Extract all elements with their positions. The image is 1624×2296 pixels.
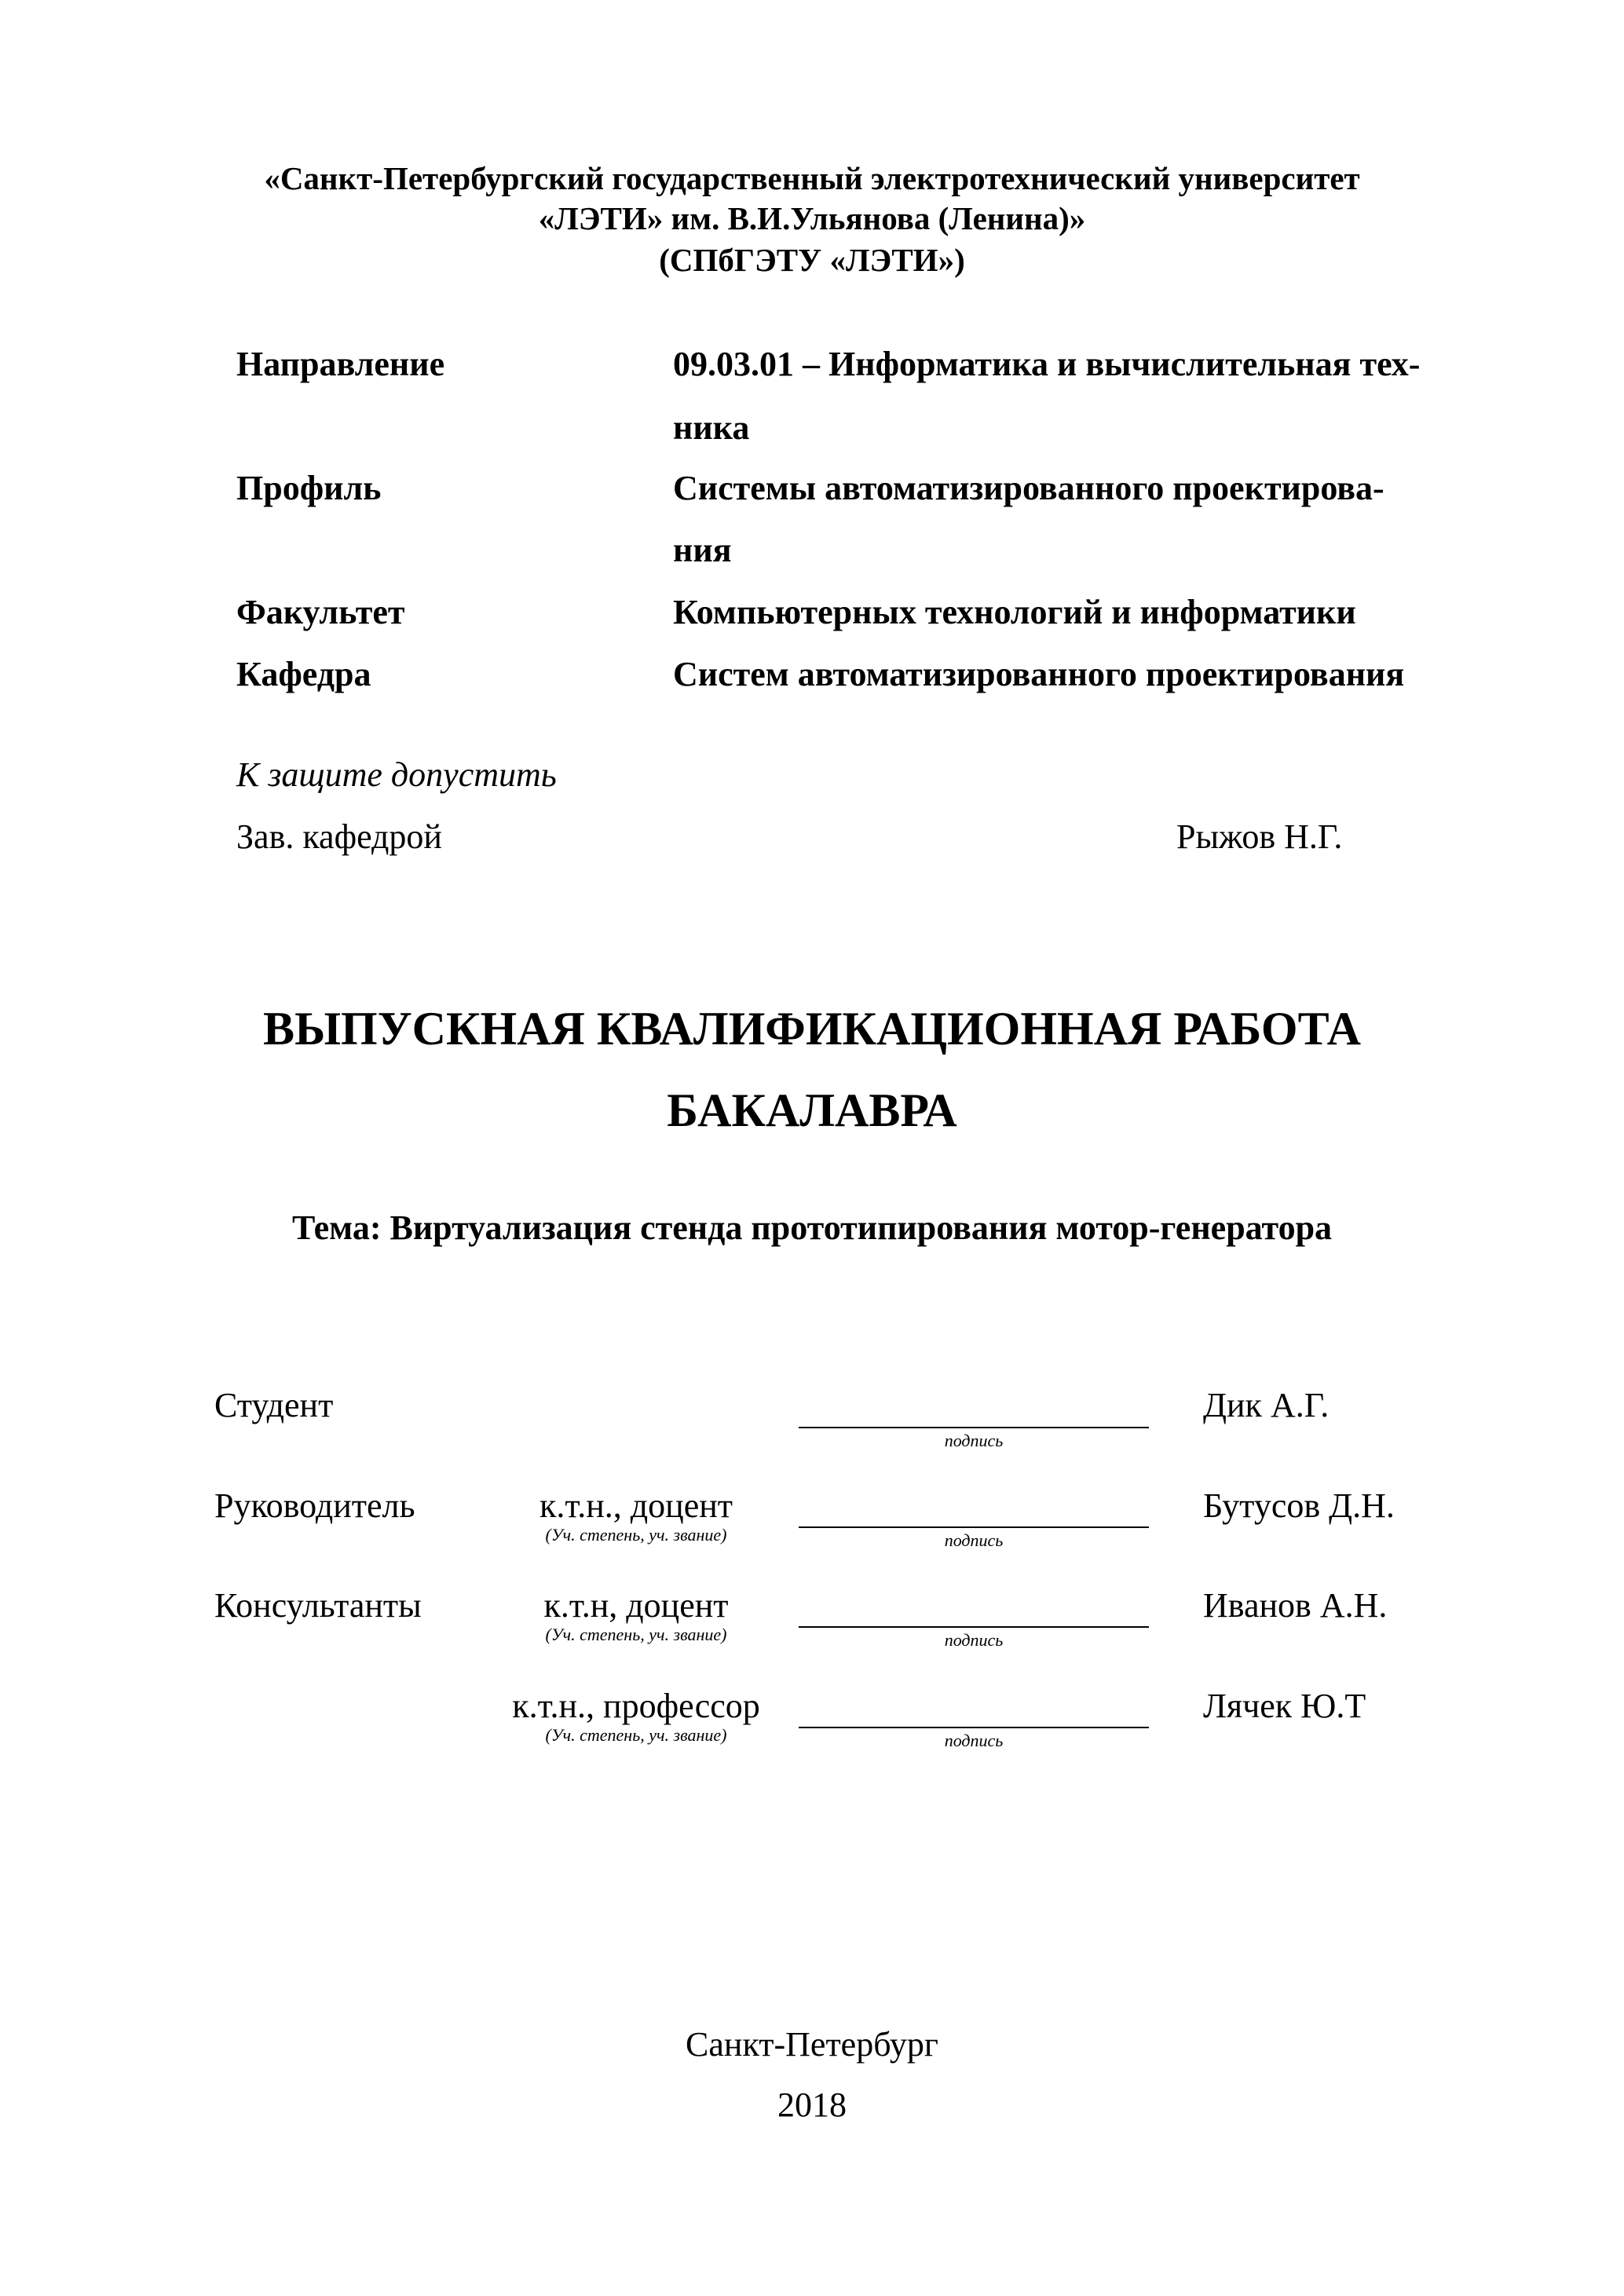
approval-note: К защите допустить	[236, 755, 557, 794]
title-line2: БАКАЛАВРА	[667, 1084, 957, 1136]
signature-hint: подпись	[944, 1431, 1004, 1450]
university-name-line2: «ЛЭТИ» им. В.И.Ульянова (Ленина)»	[538, 200, 1086, 236]
signature-degree: к.т.н., профессор	[512, 1687, 760, 1725]
signature-hint: подпись	[944, 1731, 1004, 1750]
university-abbreviation: (СПбГЭТУ «ЛЭТИ»)	[659, 242, 965, 278]
signature-name: Лячек Ю.Т	[1203, 1687, 1366, 1725]
signature-degree: к.т.н., доцент	[539, 1486, 733, 1525]
info-label-direction: Направление	[236, 345, 445, 383]
signature-role: Руководитель	[214, 1486, 415, 1525]
university-name-line1: «Санкт-Петербургский государственный электротехнический университет	[264, 160, 1360, 196]
thesis-topic: Тема: Виртуализация стенда прототипирования мотор-генератора	[291, 1208, 1333, 1247]
signature-hint: подпись	[944, 1630, 1004, 1650]
info-label-department: Кафедра	[236, 655, 371, 693]
title-line1: ВЫПУСКНАЯ КВАЛИФИКАЦИОННАЯ РАБОТА	[263, 1003, 1361, 1055]
info-value-direction: 09.03.01 – Информатика и вычислительная тех-	[673, 345, 1421, 383]
info-value-profile-cont: ния	[673, 531, 732, 569]
signature-line	[799, 1526, 1149, 1528]
footer-year: 2018	[777, 2086, 847, 2124]
signature-degree-hint: (Уч. степень, уч. звание)	[545, 1725, 727, 1745]
approval-name: Рыжов Н.Г.	[1176, 817, 1343, 856]
signature-line	[799, 1427, 1149, 1428]
signature-degree: к.т.н, доцент	[543, 1586, 729, 1625]
signature-name: Дик А.Г.	[1203, 1386, 1330, 1424]
info-value-direction-cont: ника	[673, 408, 750, 447]
info-value-department: Систем автоматизированного проектирования	[673, 655, 1405, 693]
footer-city: Санкт-Петербург	[686, 2025, 938, 2064]
signature-role: Консультанты	[214, 1586, 422, 1625]
signature-hint: подпись	[944, 1530, 1004, 1550]
signature-name: Иванов А.Н.	[1203, 1586, 1388, 1625]
info-value-faculty: Компьютерных технологий и информатики	[673, 593, 1356, 631]
approval-position: Зав. кафедрой	[236, 817, 442, 856]
signature-degree-hint: (Уч. степень, уч. звание)	[545, 1525, 727, 1545]
signature-role: Студент	[214, 1386, 334, 1424]
info-value-profile: Системы автоматизированного проектирова-	[673, 469, 1384, 507]
signature-name: Бутусов Д.Н.	[1203, 1486, 1395, 1525]
info-label-faculty: Факультет	[236, 593, 405, 631]
signature-line	[799, 1626, 1149, 1628]
signature-degree-hint: (Уч. степень, уч. звание)	[545, 1625, 727, 1644]
info-label-profile: Профиль	[236, 469, 382, 507]
signature-line	[799, 1727, 1149, 1728]
